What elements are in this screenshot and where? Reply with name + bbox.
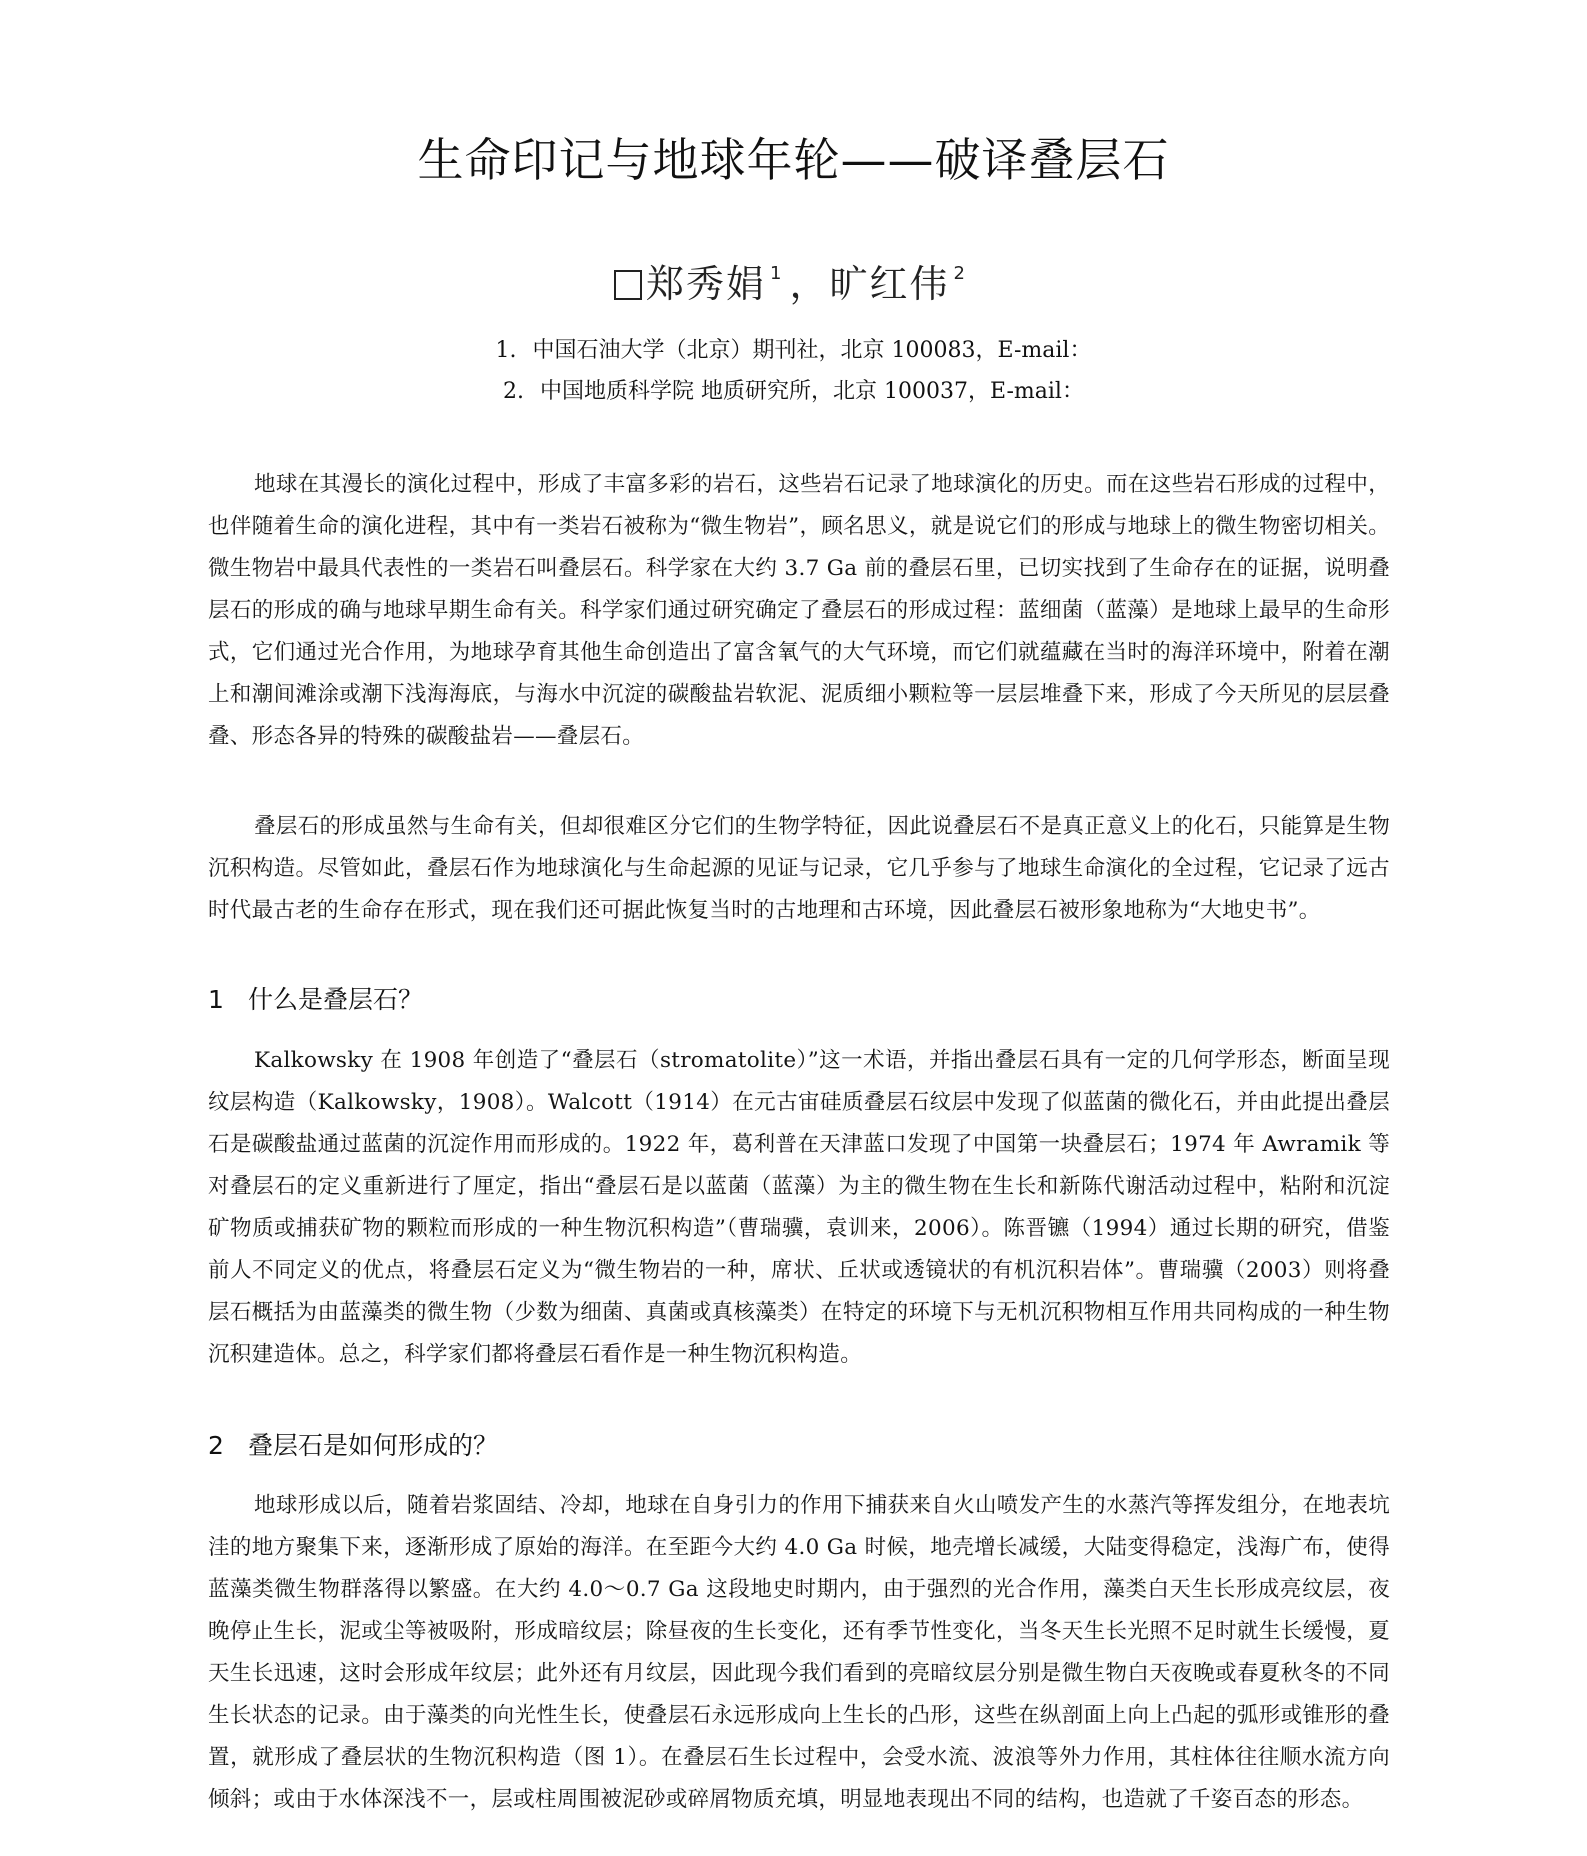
section-1-paragraph: Kalkowsky 在 1908 年创造了“叠层石（stromatolite）”这一术语，并指出叠层石具有一定的几何学形态，断面呈现纹层构造（Kalkowsky，1908）。Walcott（1914）在元古宙硅质叠层石纹层中发现了似蓝菌的微化石，并由此提出叠层石是碳酸盐通过蓝菌的沉淀作用而形成的。1922 年，葛利普在天津蓝口发现了中国第一块叠层石；1974 年 Awramik 等对叠层石的定义重新进行了厘定，指出“叠层石是以蓝菌（蓝藻）为主的微生物在生长和新陈代谢活动过程中，粘附和沉淀矿物质或捕获矿物的颗粒而形成的一种生物沉积构造”（曹瑞骥，袁训来，2006）。陈晋镳（1994）通过长期的研究，借鉴前人不同定义的优点，将叠层石定义为“微生物岩的一种，席状、丘状或透镜状的有机沉积岩体”。曹瑞骥（2003）则将叠层石概括为由蓝藻类的微生物（少数为细菌、真菌或真核藻类）在特定的环境下与无机沉积物相互作用共同构成的一种生物沉积建造体。总之，科学家们都将叠层石看作是一种生物沉积构造。 <box>208 1048 1390 1367</box>
affiliation-number: 2. <box>503 379 525 404</box>
intro-paragraph-2: 叠层石的形成虽然与生命有关，但却很难区分它们的生物学特征，因此说叠层石不是真正意义上的化石，只能算是生物沉积构造。尽管如此，叠层石作为地球演化与生命起源的见证与记录，它几乎参与了地球生命演化的全过程，它记录了远古时代最古老的生命存在形式，现在我们还可据此恢复当时的古地理和古环境，因此叠层石被形象地称为“大地史书”。 <box>208 814 1390 923</box>
section-heading-1 <box>208 982 1390 1018</box>
author-line <box>0 258 1587 310</box>
section-number: 1 <box>208 985 224 1014</box>
section-number: 2 <box>208 1431 224 1460</box>
author-affil-mark-1: 1 <box>770 263 784 284</box>
author-name-1: 郑秀娟 <box>646 262 767 306</box>
section-heading-2 <box>208 1428 1390 1464</box>
affiliation-number: 1. <box>495 338 517 363</box>
section-title: 叠层石是如何形成的？ <box>248 1431 499 1460</box>
paper-title: 生命印记与地球年轮——破译叠层石 <box>417 133 1170 187</box>
intro-paragraph-1: 地球在其漫长的演化过程中，形成了丰富多彩的岩石，这些岩石记录了地球演化的历史。而在这些岩石形成的过程中，也伴随着生命的演化进程，其中有一类岩石被称为“微生物岩”，顾名思义，就是说它们的形成与地球上的微生物密切相关。微生物岩中最具代表性的一类岩石叫叠层石。科学家在大约 3.7 Ga 前的叠层石里，已切实找到了生命存在的证据，说明叠层石的形成的确与地球早期生命有关。科学家们通过研究确定了叠层石的形成过程：蓝细菌（蓝藻）是地球上最早的生命形式，它们通过光合作用，为地球孕育其他生命创造出了富含氧气的大气环境，而它们就蕴藏在当时的海洋环境中，附着在潮上和潮间滩涂或潮下浅海海底，与海水中沉淀的碳酸盐岩软泥、泥质细小颗粒等一层层堆叠下来，形成了今天所见的层层叠叠、形态各异的特殊的碳酸盐岩——叠层石。 <box>208 472 1390 749</box>
section-title: 什么是叠层石？ <box>248 985 424 1014</box>
author-separator: ， <box>789 262 830 306</box>
author-name-2: 旷红伟 <box>829 262 950 306</box>
square-box-icon <box>614 270 642 300</box>
affiliation-text: 中国石油大学（北京）期刊社，北京 100083，E-mail： <box>532 338 1092 363</box>
affiliation-text: 中国地质科学院 地质研究所，北京 100037，E-mail： <box>540 379 1084 404</box>
author-affil-mark-2: 2 <box>953 263 967 284</box>
affiliation-1 <box>0 336 1587 366</box>
section-2-paragraph: 地球形成以后，随着岩浆固结、冷却，地球在自身引力的作用下捕获来自火山喷发产生的水蒸汽等挥发组分，在地表坑洼的地方聚集下来，逐渐形成了原始的海洋。在至距今大约 4.0 Ga 时候，地壳增长减缓，大陆变得稳定，浅海广布，使得蓝藻类微生物群落得以繁盛。在大约 4.0～0.7 Ga 这段地史时期内，由于强烈的光合作用，藻类白天生长形成亮纹层，夜晚停止生长，泥或尘等被吸附，形成暗纹层；除昼夜的生长变化，还有季节性变化，当冬天生长光照不足时就生长缓慢，夏天生长迅速，这时会形成年纹层；此外还有月纹层，因此现今我们看到的亮暗纹层分别是微生物白天夜晚或春夏秋冬的不同生长状态的记录。由于藻类的向光性生长，使叠层石永远形成向上生长的凸形，这些在纵剖面上向上凸起的弧形或锥形的叠置，就形成了叠层状的生物沉积构造（图 1）。在叠层石生长过程中，会受水流、波浪等外力作用，其柱体往往顺水流方向倾斜；或由于水体深浅不一，层或柱周围被泥砂或碎屑物质充填，明显地表现出不同的结构，也造就了千姿百态的形态。 <box>208 1493 1390 1812</box>
affiliation-2 <box>0 377 1587 407</box>
